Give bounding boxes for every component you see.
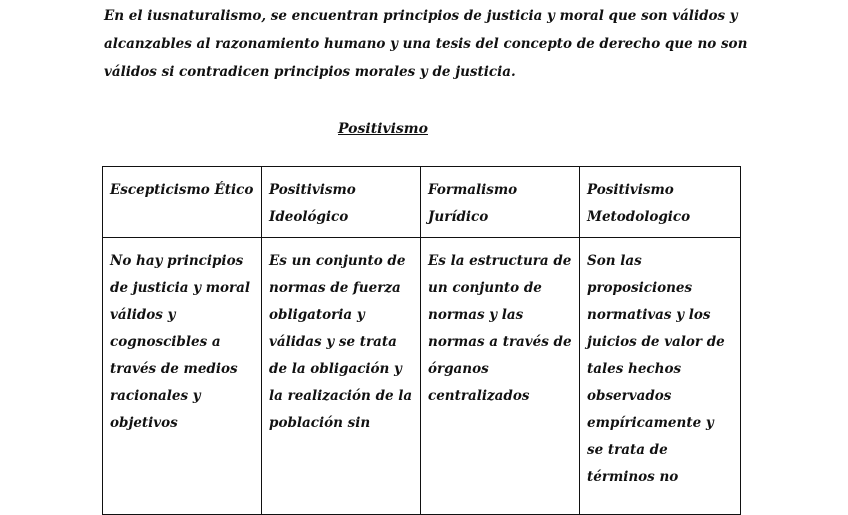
intro-paragraph: En el iusnaturalismo, se encuentran principios de justicia y moral que son válidos y alcanzables al razonamiento humano y una tesis del concepto de derecho que no son válidos si contradicen principios morales y de justicia.: [104, 8, 748, 80]
table-row: [103, 238, 741, 515]
table-header-cell: Formalismo Jurídico: [421, 167, 580, 238]
table-cell: Es un conjunto de normas de fuerza obligatoria y válidas y se trata de la obligación y la realización de la población sin: [262, 238, 421, 515]
table-cell: Es la estructura de un conjunto de normas y las normas a través de órganos centralizados: [421, 238, 580, 515]
table-cell: No hay principios de justicia y moral válidos y cognoscibles a través de medios racionales y objetivos: [103, 238, 262, 515]
positivism-table: [102, 166, 741, 515]
table-header-cell: Positivismo Metodologico: [580, 167, 741, 238]
table-header-cell: Positivismo Ideológico: [262, 167, 421, 238]
section-title: Positivismo: [338, 121, 428, 137]
table-cell: Son las proposiciones normativas y los juicios de valor de tales hechos observados empíricamente y se trata de términos no: [580, 238, 741, 515]
table-header-cell: Escepticismo Ético: [103, 167, 262, 238]
table-header-row: [103, 167, 741, 238]
